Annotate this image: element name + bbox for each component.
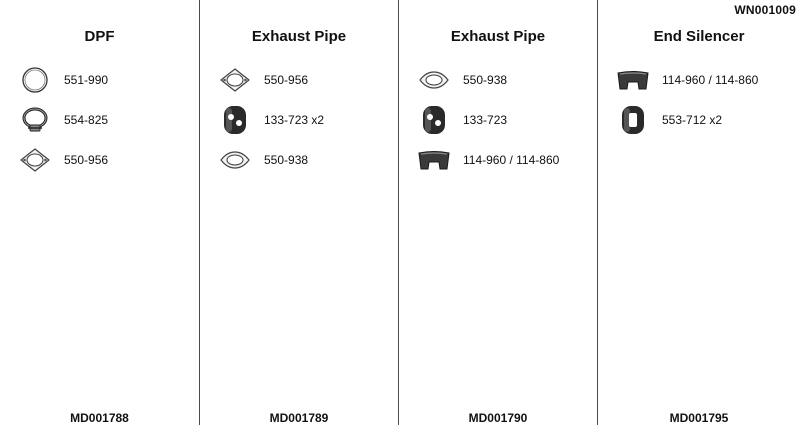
part-item[interactable] — [598, 100, 800, 140]
part-item[interactable] — [200, 60, 398, 100]
column-code: MD001788 — [70, 411, 129, 425]
connector-sleeve-icon — [613, 60, 653, 100]
part-number: 554-825 — [64, 113, 109, 127]
parts-list — [399, 60, 597, 180]
document-code: WN001009 — [734, 3, 796, 17]
part-item[interactable] — [0, 140, 199, 180]
ring-gasket-icon — [15, 60, 55, 100]
column-code: MD001789 — [269, 411, 329, 425]
oval-gasket-icon — [215, 140, 255, 180]
part-number: 133-723 x2 — [264, 113, 325, 127]
part-number: 550-956 — [64, 153, 109, 167]
part-item[interactable] — [399, 100, 597, 140]
part-number: 550-938 — [264, 153, 309, 167]
clamp-icon — [15, 100, 55, 140]
column-title: DPF — [84, 28, 115, 45]
part-number: 133-723 — [463, 113, 508, 127]
parts-list — [200, 60, 398, 180]
connector-sleeve-icon — [414, 140, 454, 180]
part-number: 553-712 x2 — [662, 113, 723, 127]
flange-gasket-icon — [215, 60, 255, 100]
parts-list — [598, 60, 800, 140]
part-number: 550-938 — [463, 73, 508, 87]
oval-gasket-icon — [414, 60, 454, 100]
rubber-mount-icon — [613, 100, 653, 140]
rubber-mount-icon — [414, 100, 454, 140]
column-exhaust-pipe-2 — [398, 0, 597, 425]
part-item[interactable] — [200, 140, 398, 180]
part-item[interactable] — [399, 60, 597, 100]
part-item[interactable] — [399, 140, 597, 180]
column-code: MD001795 — [669, 411, 729, 425]
part-item[interactable] — [598, 60, 800, 100]
column-end-silencer — [597, 0, 800, 425]
part-item[interactable] — [200, 100, 398, 140]
column-code: MD001790 — [468, 411, 528, 425]
part-item[interactable] — [0, 60, 199, 100]
part-number: 550-956 — [264, 73, 309, 87]
column-title: Exhaust Pipe — [251, 28, 347, 45]
parts-list — [0, 60, 199, 180]
part-number: 114-960 / 114-860 — [662, 73, 759, 87]
column-title: End Silencer — [653, 28, 745, 45]
column-exhaust-pipe-1 — [199, 0, 398, 425]
part-number: 114-960 / 114-860 — [463, 153, 560, 167]
part-number: 551-990 — [64, 73, 109, 87]
flange-gasket-icon — [15, 140, 55, 180]
column-title: Exhaust Pipe — [450, 28, 546, 45]
rubber-mount-icon — [215, 100, 255, 140]
column-dpf — [0, 0, 199, 425]
part-item[interactable] — [0, 100, 199, 140]
